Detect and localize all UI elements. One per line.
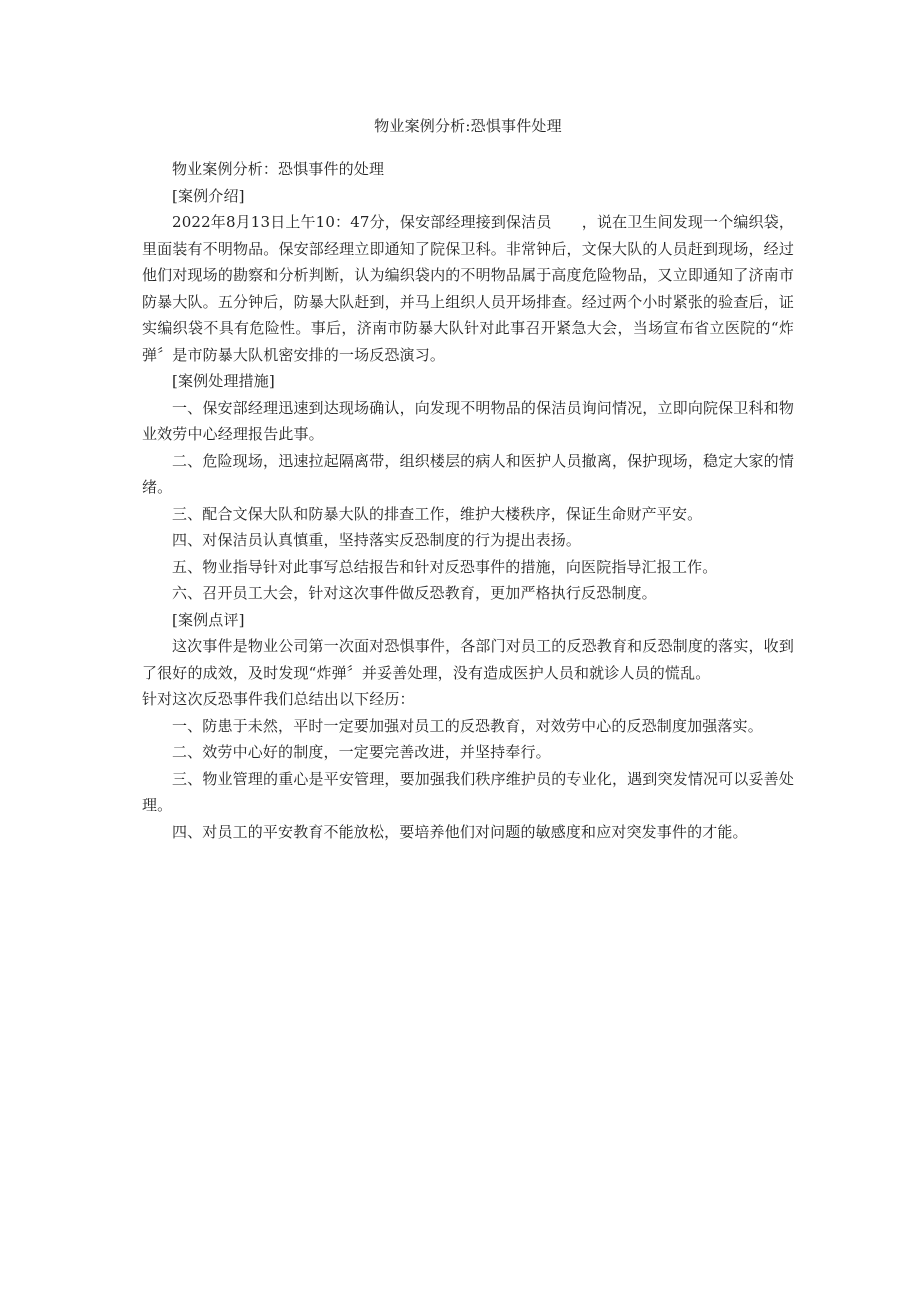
measure-item-1: 一、保安部经理迅速到达现场确认，向发现不明物品的保洁员询问情况，立即向院保卫科和物业效劳中心经理报告此事。	[142, 398, 794, 443]
lesson-item-1: 一、防患于未然，平时一定要加强对员工的反恐教育，对效劳中心的反恐制度加强落实。	[172, 716, 763, 735]
review-paragraph: 这次事件是物业公司第一次面对恐惧事件，各部门对员工的反恐教育和反恐制度的落实，收到了很好的成效，及时发现“炸弹〞并妥善处理，没有造成医护人员和就诊人员的慌乱。	[142, 637, 794, 682]
measure-item-4: 四、对保洁员认真慎重，坚持落实反恐制度的行为提出表扬。	[172, 531, 582, 549]
lesson-item-4: 四、对员工的平安教育不能放松，要培养他们对问题的敏感度和应对突发事件的才能。	[172, 822, 748, 841]
case-intro-paragraph: 2022年8月13日上午10：47分，保安部经理接到保洁员 ，说在卫生间发现一个编织袋，里面装有不明物品。保安部经理立即通知了院保卫科。非常钟后，文保大队的人员赶到现场，经过他们对现场的勘察和分析判断，认为编织袋内的不明物品属于高度危险物品，又立即通知了济南市防暴大队。五分钟后，防暴大队赶到，并马上组织人员开场排查。经过两个小时紧张的验查后，证实编织袋不具有危险性。事后，济南市防暴大队针对此事召开紧急大会，当场宣布省立医院的“炸弹〞是市防暴大队机密安排的一场反恐演习。	[142, 213, 794, 364]
measure-item-2: 二、危险现场，迅速拉起隔离带，组织楼层的病人和医护人员撤离，保护现场，稳定大家的情绪。	[142, 451, 794, 496]
document-title: 物业案例分析:恐惧事件处理	[374, 117, 562, 135]
section-heading-measures: [案例处理措施]	[172, 372, 275, 390]
review-summary-intro: 针对这次反恐事件我们总结出以下经历：	[142, 690, 415, 708]
section-heading-case-intro: [案例介绍]	[172, 186, 245, 205]
lesson-item-3: 三、物业管理的重心是平安管理，要加强我们秩序维护员的专业化，遇到突发情况可以妥善处理。	[142, 769, 794, 814]
subtitle-paragraph: 物业案例分析：恐惧事件的处理	[172, 160, 385, 178]
document-page	[142, 114, 794, 845]
measure-item-5: 五、物业指导针对此事写总结报告和针对反恐事件的措施，向医院指导汇报工作。	[172, 557, 718, 576]
measure-item-3: 三、配合文保大队和防暴大队的排查工作，维护大楼秩序，保证生命财产平安。	[172, 504, 703, 523]
lesson-item-2: 二、效劳中心好的制度，一定要完善改进，并坚持奉行。	[172, 743, 551, 761]
measure-item-6: 六、召开员工大会，针对这次事件做反恐教育，更加严格执行反恐制度。	[172, 584, 657, 602]
section-heading-review: [案例点评]	[172, 610, 245, 629]
